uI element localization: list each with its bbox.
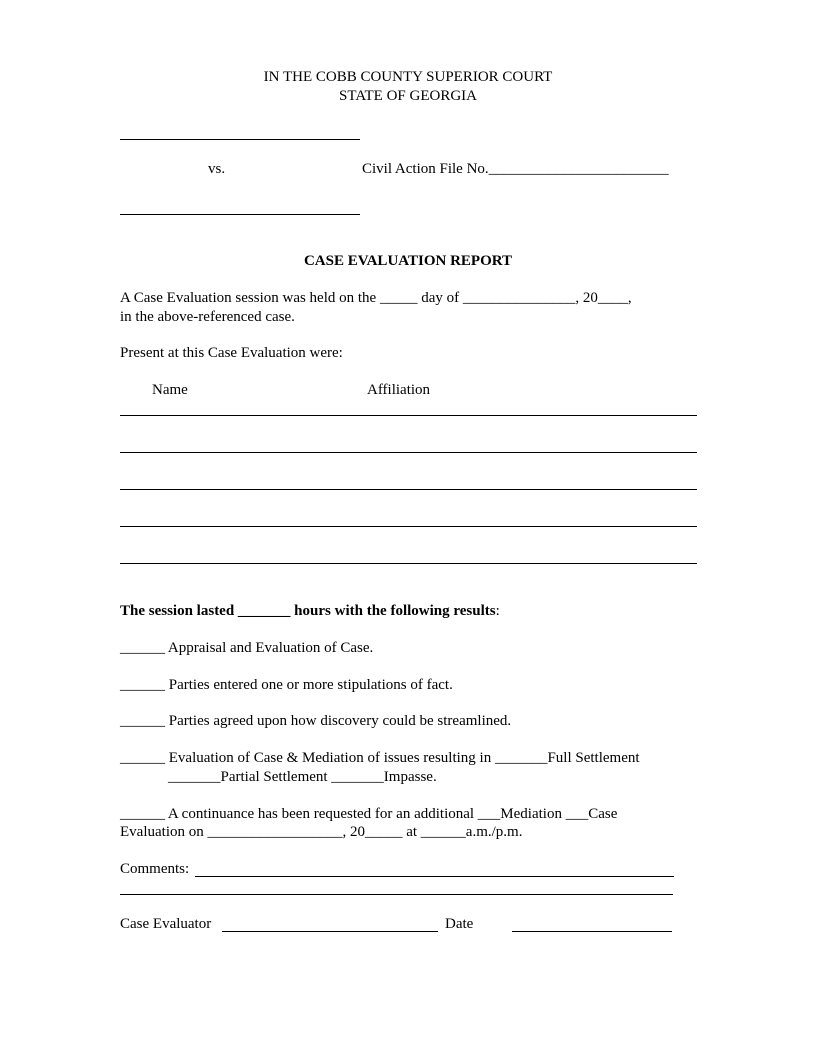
session-date-line[interactable]: A Case Evaluation session was held on the _____ day of _______________, 20____, — [120, 290, 632, 306]
result-mediation-outcome[interactable]: _______Partial Settlement _______Impasse. — [168, 769, 437, 785]
plaintiff-line[interactable] — [120, 139, 360, 140]
session-duration-text: The session lasted _______ hours with the following results — [120, 603, 496, 619]
session-duration-colon: : — [495, 603, 500, 619]
court-heading: IN THE COBB COUNTY SUPERIOR COURT — [263, 69, 553, 85]
date-line[interactable] — [512, 931, 672, 932]
result-stipulations[interactable]: ______ Parties entered one or more stipulations of fact. — [120, 677, 453, 693]
date-label: Date — [445, 916, 474, 932]
session-date-line-2: in the above-referenced case. — [120, 309, 295, 325]
attendee-line-2[interactable] — [120, 452, 697, 453]
attendee-line-1[interactable] — [120, 415, 697, 416]
case-evaluator-label: Case Evaluator — [120, 916, 212, 932]
present-label: Present at this Case Evaluation were: — [120, 345, 343, 361]
report-title: CASE EVALUATION REPORT — [303, 253, 513, 269]
result-mediation[interactable]: ______ Evaluation of Case & Mediation of issues resulting in _______Full Settlement — [120, 750, 640, 766]
attendee-line-5[interactable] — [120, 563, 697, 564]
comments-label: Comments: — [120, 861, 190, 877]
attendee-line-4[interactable] — [120, 526, 697, 527]
comments-line-1[interactable] — [195, 876, 674, 877]
civil-action-file-no[interactable]: Civil Action File No.________________________ — [362, 161, 669, 177]
result-appraisal[interactable]: ______ Appraisal and Evaluation of Case. — [120, 640, 374, 656]
versus-label: vs. — [208, 161, 226, 177]
result-discovery[interactable]: ______ Parties agreed upon how discovery could be streamlined. — [120, 713, 512, 729]
state-heading: STATE OF GEORGIA — [339, 88, 477, 104]
comments-line-2[interactable] — [120, 894, 673, 895]
case-evaluator-signature-line[interactable] — [222, 931, 438, 932]
affiliation-column-header: Affiliation — [367, 382, 431, 398]
result-continuance-date[interactable]: Evaluation on __________________, 20_____ at ______a.m./p.m. — [120, 824, 523, 840]
result-continuance[interactable]: ______ A continuance has been requested for an additional ___Mediation ___Case — [120, 806, 618, 822]
name-column-header: Name — [152, 382, 188, 398]
session-duration-line[interactable] — [120, 602, 500, 620]
attendee-line-3[interactable] — [120, 489, 697, 490]
defendant-line[interactable] — [120, 214, 360, 215]
